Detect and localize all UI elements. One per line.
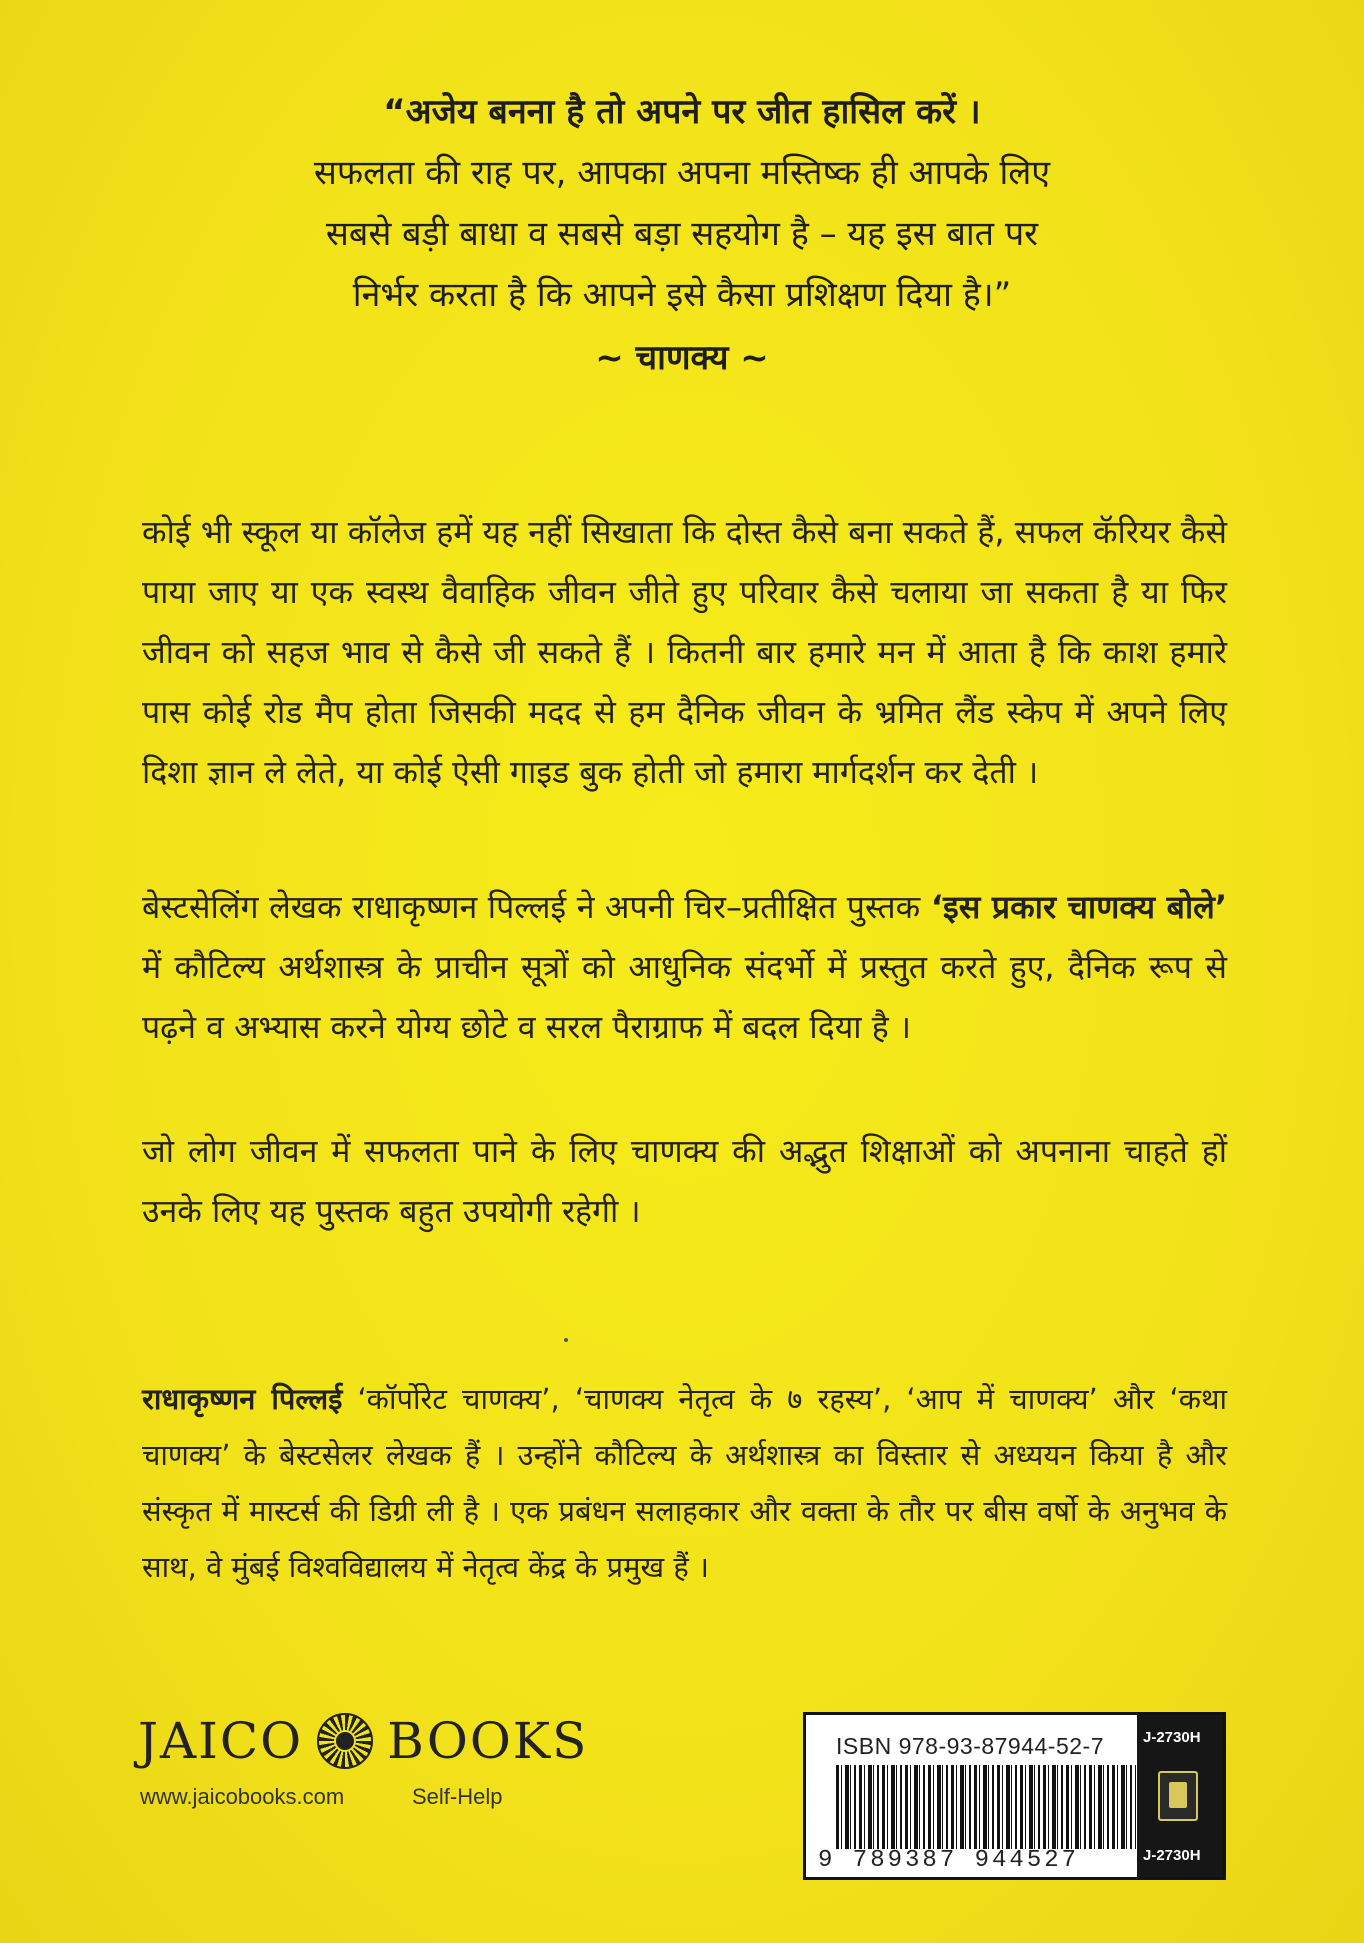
blurb-paragraph-2 [142,877,1227,1057]
author-bio [142,1371,1227,1595]
publisher-website: www.jaicobooks.com [140,1784,345,1809]
isbn-barcode-box [803,1712,1226,1880]
blurb-paragraph-1: कोई भी स्कूल या कॉलेज हमें यह नहीं सिखाता कि दोस्त कैसे बना सकते हैं, सफल कॅरियर कैसे पाया जाए या एक स्वस्थ वैवाहिक जीवन जीते हुए परिवार कैसे चलाया जा सकता है या फिर जीवन को सहज भाव से कैसे जी सकते हैं । कितनी बार हमारे मन में आता है कि काश हमारे पास कोई रोड मैप होता जिसकी मदद से हम दैनिक जीवन के भ्रमित लैंड स्केप में अपने लिए दिशा ज्ञान ले लेते, या कोई ऐसी गाइड बुक होती जो हमारा मार्गदर्शन कर देती । [142,513,1227,791]
book-title-mention: ‘इस प्रकार चाणक्य बोले’ [930,888,1228,926]
paragraph-2-intro: बेस्टसेलिंग लेखक राधाकृष्णन पिल्लई ने अपनी चिर–प्रतीक्षित पुस्तक [142,888,921,926]
isbn-number: ISBN 978-93-87944-52-7 [836,1733,1104,1759]
publisher-name-right: BOOKS [387,1712,589,1770]
quote-line-1: “अजेय बनना है तो अपने पर जीत हासिल करें । [383,92,981,132]
product-code-bottom: J-2730H [1143,1847,1201,1864]
barcode-bars [836,1765,1136,1849]
genre-label: Self-Help [412,1784,503,1809]
ebook-available-icon [1158,1771,1198,1821]
paragraph-2-rest: में कौटिल्य अर्थशास्त्र के प्राचीन सूत्रों को आधुनिक संदर्भो में प्रस्तुत करते हुए, दैनिक रूप से पढ़ने व अभ्यास करने योग्य छोटे व सरल पैराग्राफ में बदल दिया है । [142,948,1227,1046]
publisher-logo [138,1712,588,1770]
quote-line-3: सबसे बड़ी बाधा व सबसे बड़ा सहयोग है – यह इस बात पर [325,214,1039,254]
author-bio-text: ‘कॉर्पोरेट चाणक्य’, ‘चाणक्य नेतृत्व के ७ रहस्य’, ‘आप में चाणक्य’ और ‘कथा चाणक्य’ के बेस्टसेलर लेखक हैं । उन्होंने कौटिल्य के अर्थशास्त्र का विस्तार से अध्ययन किया है और संस्कृत में मास्टर्स की डिग्री ली है । एक प्रबंधन सलाहकार और वक्ता के तौर पर बीस वर्षो के अनुभव के साथ, वे मुंबई विश्वविद्यालय में नेतृत्व केंद्र के प्रमुख हैं । [142,1382,1228,1584]
author-name: राधाकृष्णन पिल्लई [142,1382,343,1416]
barcode-digits: 9 789387 944527 [818,1847,1080,1874]
publisher-name-left: JAICO [138,1712,304,1770]
quote-block [0,82,1364,389]
product-code-panel [1137,1715,1223,1877]
print-speck [564,1338,568,1342]
blurb-paragraph-3: जो लोग जीवन में सफलता पाने के लिए चाणक्य की अद्भुत शिक्षाओं को अपनाना चाहते हों उनके लिए यह पुस्तक बहुत उपयोगी रहेगी । [142,1132,1227,1230]
quote-line-4: निर्भर करता है कि आपने इसे कैसा प्रशिक्षण दिया है।” [352,275,1012,315]
wheel-logo-icon [317,1713,373,1769]
quote-attribution: ~ चाणक्य ~ [595,338,769,378]
product-code-top: J-2730H [1143,1729,1201,1746]
quote-line-2: सफलता की राह पर, आपका अपना मस्तिष्क ही आपके लिए [313,153,1051,193]
